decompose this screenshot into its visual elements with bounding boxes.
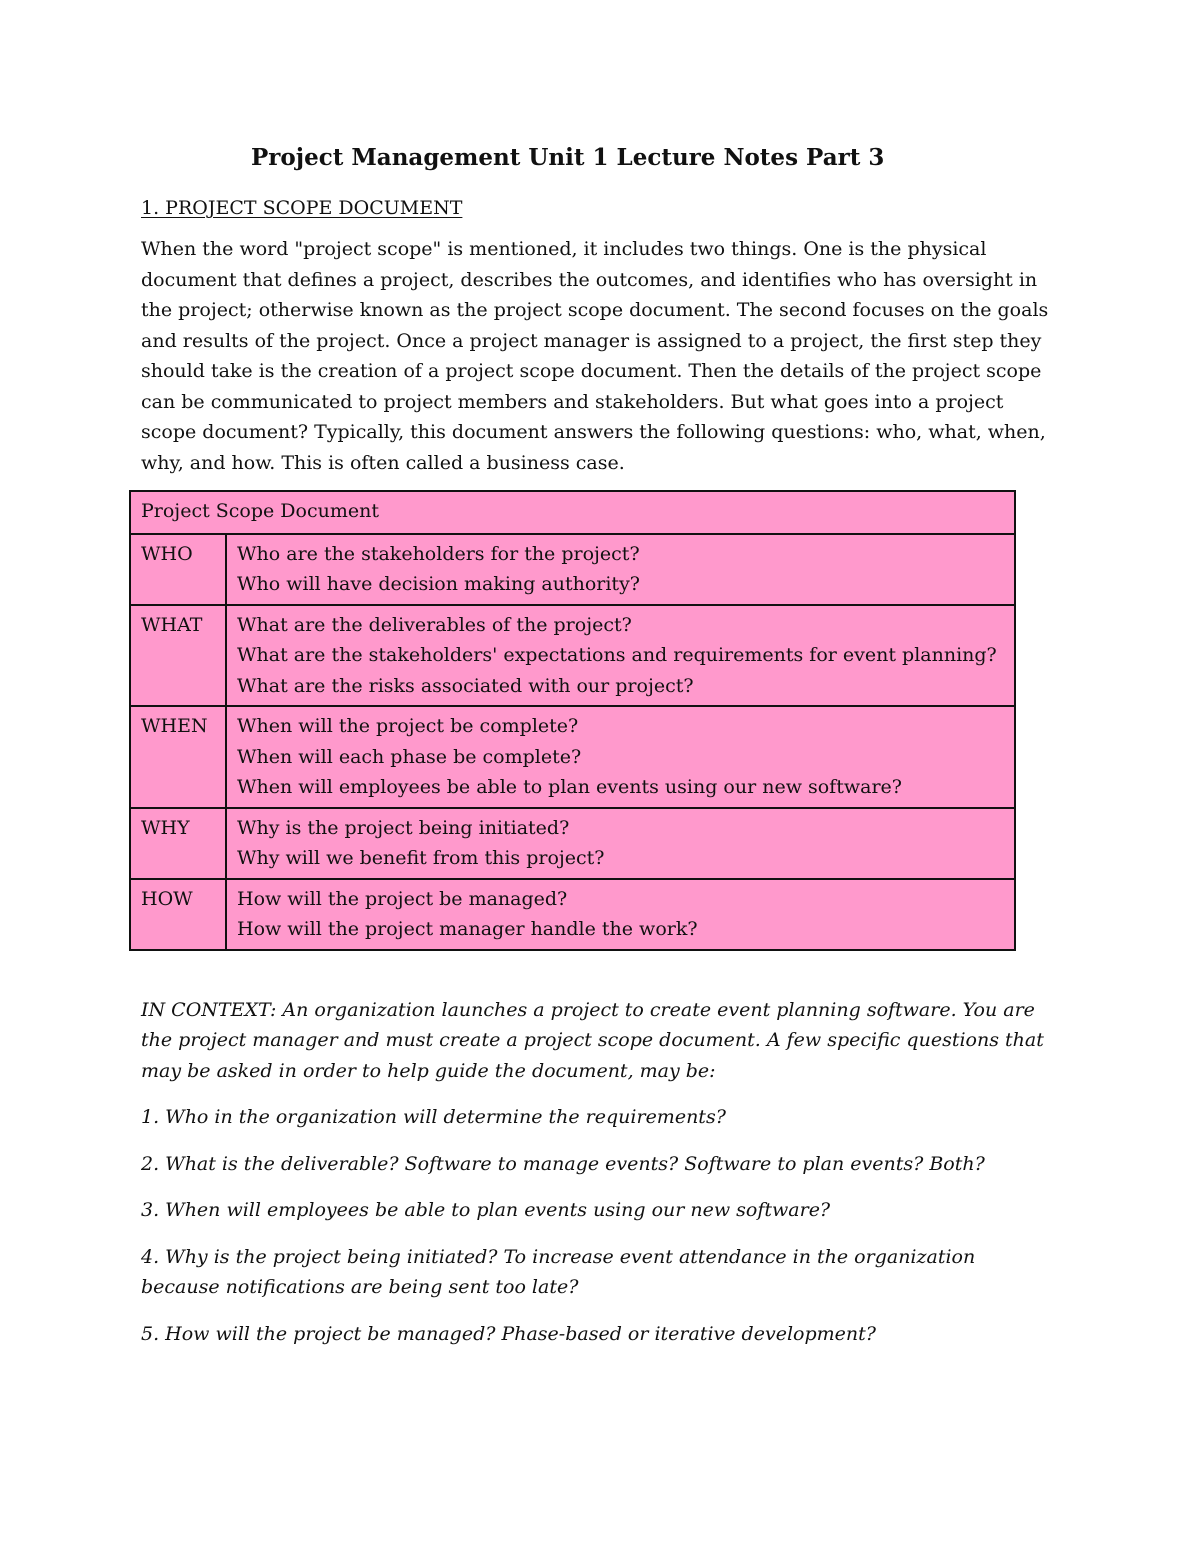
list-item: 5. How will the project be managed? Phase-based or iterative development? — [141, 1322, 876, 1345]
question-text: How will the project manager handle the work? — [237, 918, 698, 940]
row-questions-when — [226, 706, 1015, 808]
row-label-when: WHEN — [130, 706, 226, 808]
row-questions-what — [226, 605, 1015, 707]
list-item: 4. Why is the project being initiated? To increase event attendance in the organization because notifications are being sent too late? — [141, 1245, 976, 1298]
question-text: Who will have decision making authority? — [237, 573, 640, 595]
list-item: 2. What is the deliverable? Software to manage events? Software to plan events? Both? — [141, 1152, 985, 1175]
row-label-why: WHY — [130, 808, 226, 879]
document-page — [141, 140, 1061, 1349]
list-item: 1. Who in the organization will determine the requirements? — [141, 1106, 726, 1128]
table-row-why — [130, 808, 1015, 879]
question-text: When will the project be complete? — [237, 715, 579, 737]
context-question-list — [141, 1102, 1061, 1349]
table-header: Project Scope Document — [130, 491, 1015, 534]
intro-paragraph: When the word "project scope" is mentioned, it includes two things. One is the physical document that defines a project, describes the outcomes, and identifies who has oversight in the project; otherwise known as the project scope document. The second focuses on the goals and results of the project. Once a project manager is assigned to a project, the first step they should take is the creation of a project scope document. Then the details of the project scope can be communicated to project members and stakeholders. But what goes into a project scope document? Typically, this document answers the following questions: who, what, when, why, and how. This is often called a business case. — [141, 238, 1049, 474]
project-scope-table — [129, 490, 1016, 951]
context-paragraph: IN CONTEXT: An organization launches a project to create event planning software. You are the project manager and must create a project scope document. A few specific questions that may be asked in order to help guide the document, may be: — [141, 998, 1044, 1082]
row-questions-how — [226, 879, 1015, 950]
section-heading: 1. PROJECT SCOPE DOCUMENT — [141, 197, 463, 219]
question-text: Who are the stakeholders for the project? — [237, 542, 640, 565]
row-label-how: HOW — [130, 879, 226, 950]
row-questions-who — [226, 534, 1015, 605]
row-label-who: WHO — [130, 534, 226, 605]
table-row-when — [130, 706, 1015, 808]
question-text: Why is the project being initiated? — [237, 816, 570, 839]
question-text: What are the risks associated with our project? — [237, 674, 694, 697]
question-text: What are the deliverables of the project? — [237, 613, 632, 636]
question-text: When will each phase be complete? — [237, 745, 582, 768]
question-text: When will employees be able to plan events using our new software? — [237, 776, 902, 798]
question-text: What are the stakeholders' expectations and requirements for event planning? — [237, 644, 997, 666]
table-header-row — [130, 491, 1015, 534]
table-row-what — [130, 605, 1015, 707]
table-row-how — [130, 879, 1015, 950]
table-row-who — [130, 534, 1015, 605]
row-questions-why — [226, 808, 1015, 879]
list-item: 3. When will employees be able to plan events using our new software? — [141, 1199, 831, 1221]
question-text: How will the project be managed? — [237, 887, 568, 910]
question-text: Why will we benefit from this project? — [237, 847, 605, 869]
row-label-what: WHAT — [130, 605, 226, 707]
page-title: Project Management Unit 1 Lecture Notes Part 3 — [251, 144, 885, 171]
